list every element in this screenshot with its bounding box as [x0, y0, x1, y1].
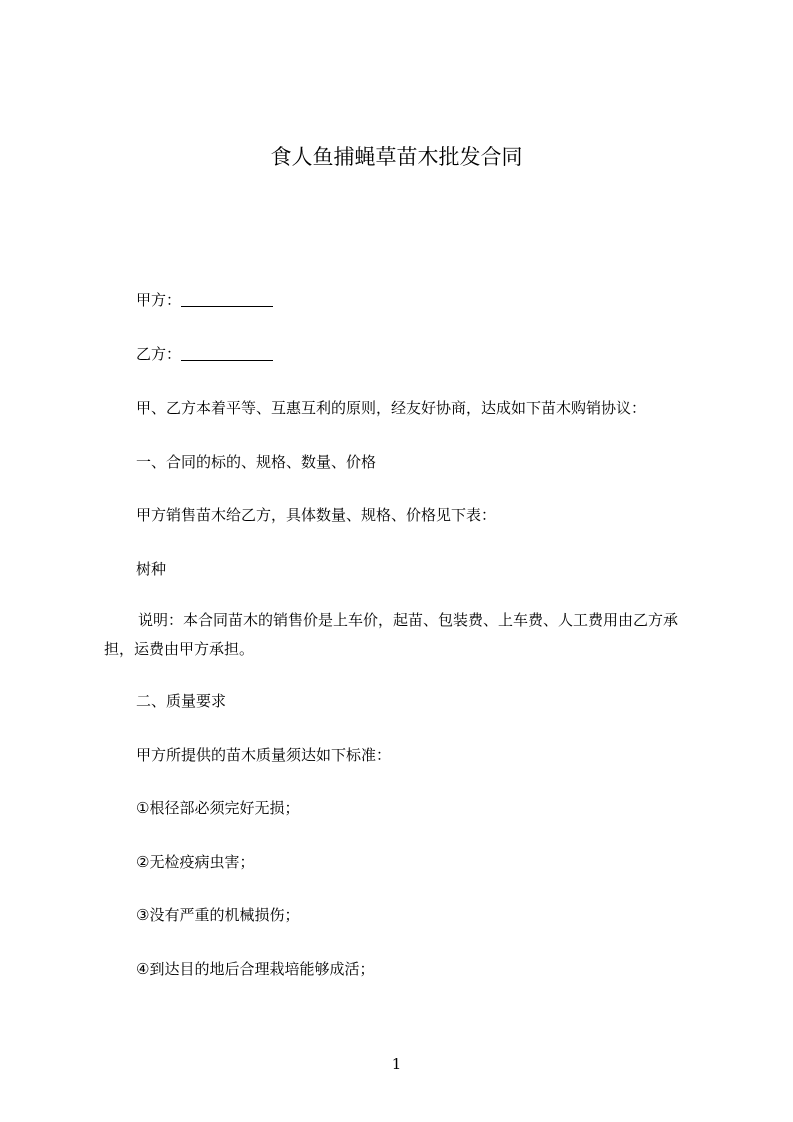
page-number: 1: [391, 1055, 402, 1073]
section1-heading: 一、合同的标的、规格、数量、价格: [136, 453, 377, 471]
requirement-item: ①根径部必须完好无损；: [136, 799, 300, 817]
note-paragraph: 说明：本合同苗木的销售价是上车价，起苗、包装费、上车费、人工费用由乙方承担，运费由甲方承担。: [104, 611, 679, 658]
party-b-blank: [181, 346, 273, 361]
party-a-blank: [181, 292, 273, 307]
section1-text: 甲方销售苗木给乙方，具体数量、规格、价格见下表：: [136, 506, 497, 524]
party-a-label: 甲方：: [136, 291, 182, 309]
intro-paragraph: 甲、乙方本着平等、互惠互利的原则，经友好协商，达成如下苗木购销协议：: [136, 399, 647, 417]
requirement-item: ④到达目的地后合理栽培能够成活；: [136, 960, 375, 978]
party-b-label: 乙方：: [136, 345, 182, 363]
requirement-item: ③没有严重的机械损伤；: [136, 906, 300, 924]
section2-heading: 二、质量要求: [136, 692, 227, 710]
party-a-line: [136, 289, 273, 311]
party-b-line: [136, 343, 273, 365]
table-header-species: 树种: [136, 560, 167, 578]
document-title: 食人鱼捕蝇草苗木批发合同: [270, 145, 523, 169]
requirement-item: ②无检疫病虫害；: [136, 853, 255, 871]
section2-text: 甲方所提供的苗木质量须达如下标准：: [136, 746, 392, 764]
